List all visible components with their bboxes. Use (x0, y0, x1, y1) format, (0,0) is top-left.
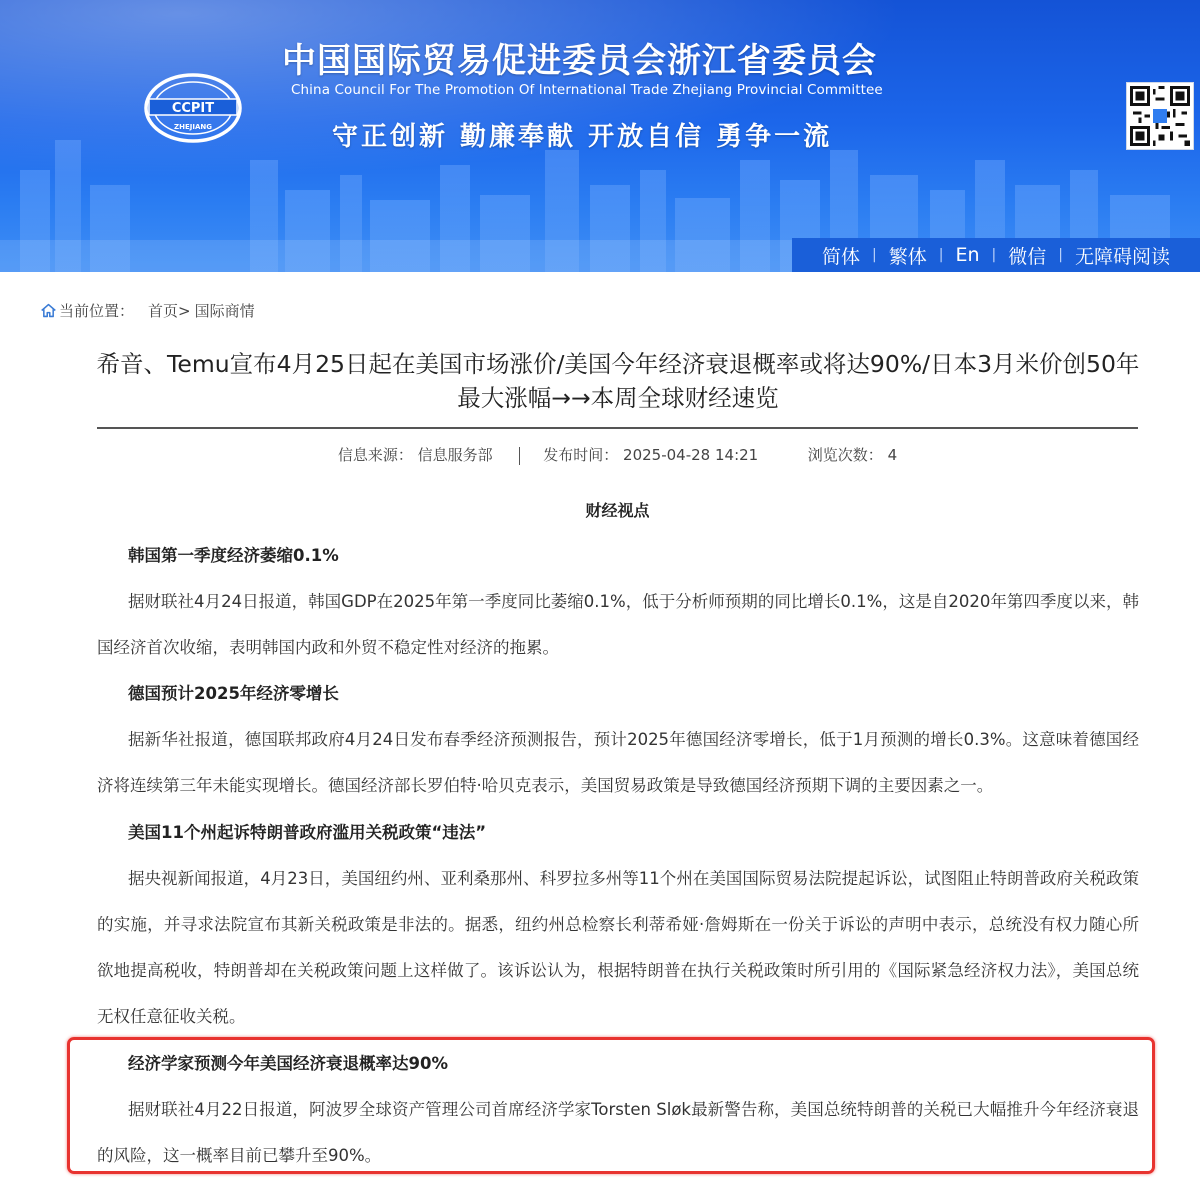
red-highlight-box (67, 1037, 1155, 1174)
date-value: 2025-04-28 14:21 (623, 446, 759, 464)
nav-separator: | (938, 247, 944, 263)
site-banner (0, 0, 1200, 272)
title-divider (97, 427, 1138, 429)
block-paragraph: 据财联社4月24日报道，韩国GDP在2025年第一季度同比萎缩0.1%，低于分析师预期的同比增长0.1%，这是自2020年第四季度以来，韩国经济首次收缩，表明韩国内政和外贸不稳定性对经济的拖累。 (97, 592, 1139, 657)
source-label: 信息来源： (337, 446, 413, 464)
nav-english[interactable]: En (955, 244, 980, 266)
nav-traditional[interactable]: 繁体 (888, 245, 927, 268)
breadcrumb-label: 当前位置： (59, 302, 135, 320)
block-paragraph: 据新华社报道，德国联邦政府4月24日发布春季经济预测报告，预计2025年德国经济零增长，低于1月预测的增长0.3%。这意味着德国经济将连续第三年未能实现增长。德国经济部长罗伯特·哈贝克表示，美国贸易政策是导致德国经济预期下调的主要因素之一。 (97, 730, 1139, 795)
nav-accessibility[interactable]: 无障碍阅读 (1074, 245, 1170, 268)
block-heading: 经济学家预测今年美国经济衰退概率达90% (128, 1054, 448, 1073)
meta-divider (519, 447, 520, 465)
nav-wechat[interactable]: 微信 (1008, 245, 1047, 268)
section-heading: 财经视点 (585, 501, 650, 520)
ccpit-logo (143, 72, 243, 144)
source-value: 信息服务部 (417, 446, 493, 464)
site-title-english: China Council For The Promotion Of International Trade Zhejiang Provincial Committee (291, 82, 883, 98)
site-title: 中国国际贸易促进委员会浙江省委员会 (282, 41, 877, 81)
block-paragraph: 据央视新闻报道，4月23日，美国纽约州、亚利桑那州、科罗拉多州等11个州在美国国际贸易法院提起诉讼，试图阻止特朗普政府关税政策的实施，并寻求法院宣布其新关税政策是非法的。据悉，纽约州总检察长利蒂希娅·詹姆斯在一份关于诉讼的声明中表示，总统没有权力随心所欲地提高税收，特朗普却在关税政策问题上这样做了。该诉讼认为，根据特朗普在执行关税政策时所引用的《国际紧急经济权力法》，美国总统无权任意征收关税。 (97, 869, 1139, 1026)
breadcrumb-current-link[interactable]: 国际商情 (194, 302, 255, 320)
article-title: 希音、Temu宣布4月25日起在美国市场涨价/美国今年经济衰退概率或将达90%/日本3月米价创50年最大涨幅→→本周全球财经速览 (96, 350, 1140, 412)
logo-subtext: ZHEJIANG (174, 123, 212, 131)
site-slogan: 守正创新 勤廉奉献 开放自信 勇争一流 (332, 122, 833, 152)
block-paragraph: 据财联社4月22日报道，阿波罗全球资产管理公司首席经济学家Torsten Sløk最新警告称，美国总统特朗普的关税已大幅推升今年经济衰退的风险，这一概率目前已攀升至90%。 (97, 1100, 1139, 1165)
article-block-us-states (97, 820, 1139, 1040)
views-label: 浏览次数： (807, 446, 883, 464)
breadcrumb-home-link[interactable]: 首页> (148, 302, 191, 320)
nav-separator: | (1058, 247, 1063, 263)
block-heading: 韩国第一季度经济萎缩0.1% (128, 546, 339, 565)
nav-simplified[interactable]: 简体 (822, 245, 861, 268)
breadcrumb (40, 300, 255, 321)
block-heading: 美国11个州起诉特朗普政府滥用关税政策“违法” (128, 823, 487, 842)
article-block-korea (97, 543, 1139, 671)
wechat-qr-code (1126, 82, 1194, 150)
article-meta (0, 444, 1200, 465)
nav-separator: | (872, 247, 877, 263)
views-count: 4 (887, 446, 898, 464)
article-block-germany (97, 681, 1139, 809)
nav-separator: | (991, 247, 997, 263)
block-heading: 德国预计2025年经济零增长 (128, 684, 339, 703)
logo-text: CCPIT (171, 101, 215, 116)
date-label: 发布时间： (543, 446, 619, 464)
home-icon (40, 302, 57, 319)
top-language-nav (792, 238, 1200, 272)
